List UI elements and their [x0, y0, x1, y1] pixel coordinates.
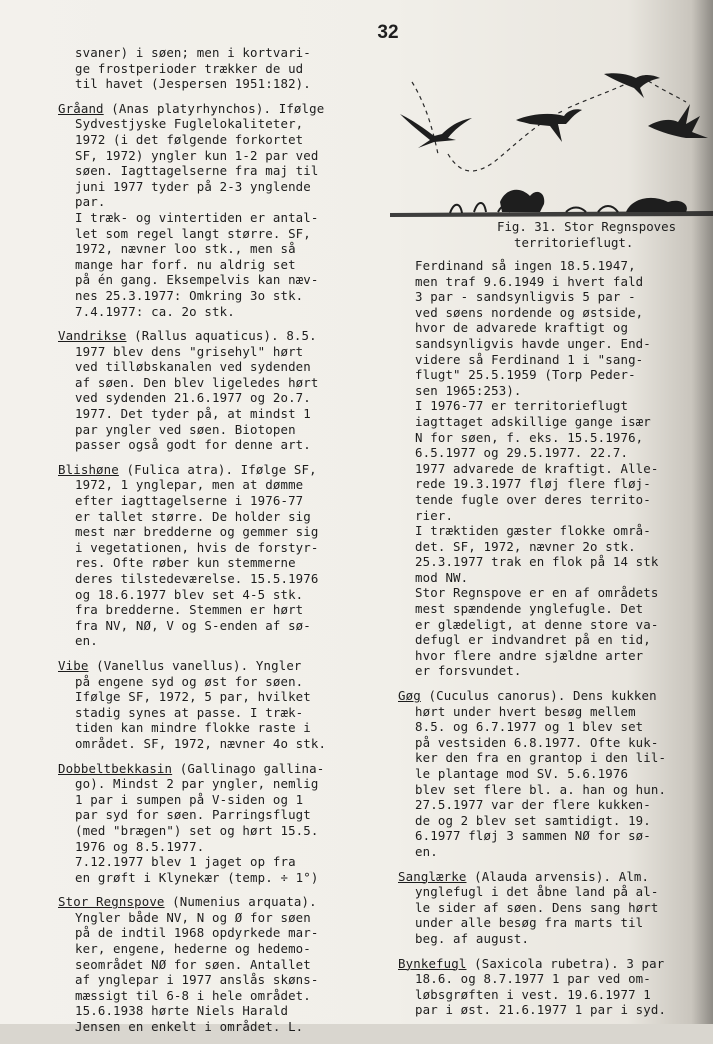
text-line: 1977. Det tyder på, at mindst 1 [75, 406, 311, 422]
text-line: videre så Ferdinand 1 i "sang- [415, 351, 644, 367]
text-line: i vegetationen, hvis de forstyr- [75, 539, 319, 555]
species-entry-bynkefugl [398, 956, 710, 1018]
text-line: ker den fra en grantop i den lil- [415, 750, 667, 766]
text-line: nes 25.3.1977: Omkring 3o stk. [75, 287, 304, 303]
text-line: løbsgrøften i vest. 19.6.1977 1 [415, 986, 651, 1002]
text-line: par i øst. 21.6.1977 1 par i syd. [415, 1002, 667, 1018]
text-line: (Numenius arquata). [172, 894, 317, 910]
text-line: området. SF, 1972, nævner 4o stk. [75, 735, 327, 751]
text-line: 3 par - sandsynligvis 5 par - [415, 289, 636, 305]
text-line: 27.5.1977 var der flere kukken- [415, 797, 651, 813]
text-line: (med "brægen") set og hørt 15.5. [75, 822, 319, 838]
species-name: Dobbeltbekkasin [58, 760, 173, 776]
text-line: 1976 og 8.5.1977. [75, 838, 205, 854]
text-line: blev set flere bl. a. han og hun. [415, 781, 667, 797]
text-line: efter iagttagelserne i 1976-77 [75, 493, 304, 509]
text-line: Jensen en enkelt i området. L. [75, 1019, 304, 1035]
text-line: par yngler ved søen. Biotopen [75, 421, 296, 437]
text-line: Sydvestjyske Fuglelokaliteter, [75, 116, 304, 132]
text-line: på engene syd og øst for søen. [75, 673, 304, 689]
text-line: beg. af august. [415, 930, 530, 946]
text-line: le plantage mod SV. 5.6.1976 [415, 766, 629, 781]
text-line: go). Mindst 2 par yngler, nemlig [75, 776, 319, 792]
text-line: Yngler både NV, N og Ø for søen [75, 909, 311, 925]
text-line: (Vanellus vanellus). Yngler [96, 657, 302, 673]
text-line: 1977 advarede de kraftigt. Alle- [415, 460, 659, 476]
text-line: til havet (Jespersen 1951:182). [75, 76, 311, 92]
text-line: 8.5. og 6.7.1977 og 1 blev set [415, 719, 644, 735]
text-line: 1972 (i det følgende forkortet [75, 131, 304, 147]
left-column [58, 45, 378, 1044]
stor-regnspove-continuation [398, 258, 710, 679]
text-line: rier. [415, 507, 454, 523]
text-line: le sider af søen. Dens sang hørt [415, 899, 659, 915]
text-line: 1 par i sumpen på V-siden og 1 [75, 791, 304, 807]
text-line: på én gang. Eksempelvis kan næv- [75, 272, 319, 288]
species-entry-stor-regnspove [58, 894, 378, 1034]
caption-line: Fig. 31. Stor Regnspoves [497, 219, 677, 234]
text-line: N for søen, f. eks. 15.5.1976, [415, 429, 644, 445]
species-entry-blishoene [58, 462, 378, 649]
intro-paragraph [58, 45, 378, 92]
text-line: (Rallus aquaticus). 8.5. [134, 328, 317, 344]
text-line: fra NV, NØ, V og S-enden af sø- [75, 617, 311, 633]
text-line: iagttaget adskillige gange især [415, 413, 651, 429]
species-name: Stor Regnspove [58, 894, 165, 910]
text-line: passer også godt for denne art. [75, 437, 311, 453]
text-line: defugl er indvandret på en tid, [415, 632, 651, 648]
text-line: under alle besøg fra marts til [415, 915, 644, 931]
text-line: stadig synes at passe. I træk- [75, 704, 304, 720]
text-line: SF, 1972) yngler kun 1-2 par ved [75, 147, 319, 163]
species-name: Vibe [58, 657, 89, 673]
text-line: (Alauda arvensis). Alm. [474, 868, 650, 884]
text-line: på vestsiden 6.8.1977. Ofte kuk- [415, 734, 659, 750]
text-line: (Saxicola rubetra). 3 par [474, 955, 665, 971]
text-line: af søen. Den blev ligeledes hørt [75, 374, 319, 390]
text-line: mod NW. [415, 569, 469, 585]
text-line: 6.5.1977 og 29.5.1977. 22.7. [415, 445, 629, 461]
curlew-flight-illustration [390, 50, 713, 225]
species-name: Bynkefugl [398, 955, 467, 971]
text-line: søen. Iagttagelserne fra maj til [75, 163, 319, 179]
text-line: 18.6. og 8.7.1977 1 par ved om- [415, 971, 651, 987]
text-line: ved søens nordende og østside, [415, 304, 644, 320]
text-line: (Gallinago gallina- [179, 760, 325, 776]
text-line: en grøft i Klynekær (temp. ÷ 1°) [75, 869, 319, 885]
page-number: 32 [377, 22, 399, 43]
species-entry-sanglaerke [398, 869, 710, 947]
right-column [398, 258, 710, 1027]
text-line: de og 2 blev set samtidigt. 19. [415, 812, 651, 828]
text-line: Ferdinand så ingen 18.5.1947, [415, 258, 636, 273]
text-line: juni 1977 tyder på 2-3 ynglende [75, 178, 311, 194]
figure-caption [497, 219, 707, 250]
text-line: mest spændende ynglefugle. Det [415, 601, 644, 617]
text-line: Stor Regnspove er en af områdets [415, 585, 659, 601]
text-line: (Anas platyrhynchos). Ifølge [111, 100, 325, 116]
text-line: men traf 9.6.1949 i hvert fald [415, 273, 644, 289]
text-line: let som regel langt større. SF, [75, 225, 311, 241]
text-line: hvor de advarede kraftigt og [415, 320, 629, 336]
species-entry-goeg [398, 688, 710, 860]
text-line: I 1976-77 er territorieflugt [415, 398, 629, 414]
text-line: 25.3.1977 trak en flok på 14 stk [415, 554, 659, 570]
text-line: deres tilstedeværelse. 15.5.1976 [75, 571, 319, 586]
text-line: 6.1977 fløj 3 sammen NØ for sø- [415, 828, 651, 844]
text-line: er glædeligt, at denne store va- [415, 616, 659, 632]
text-line: 7.12.1977 blev 1 jaget op fra [75, 854, 296, 870]
text-line: 1972, nævner loo stk., men så [75, 241, 296, 257]
text-line: mæssigt til 6-8 i hele området. [75, 987, 311, 1003]
species-entry-vibe [58, 658, 378, 752]
text-line: 7.4.1977: ca. 2o stk. [75, 303, 235, 319]
text-line: par. [75, 194, 106, 210]
text-line: af ynglepar i 1977 anslås skøns- [75, 972, 319, 988]
species-name: Blishøne [58, 461, 119, 477]
text-line: sandsynligvis havde unger. End- [415, 335, 651, 351]
text-line: sen 1965:253). [415, 382, 522, 398]
text-line: er forsvundet. [415, 663, 522, 679]
caption-line: territorieflugt. [514, 234, 634, 250]
text-line: ved tilløbskanalen ved sydenden [75, 359, 311, 375]
text-line: I træk- og vintertiden er antal- [75, 209, 319, 225]
text-line: en. [75, 633, 98, 649]
text-line: 15.6.1938 hørte Niels Harald [75, 1003, 289, 1019]
text-line: hørt under hvert besøg mellem [415, 703, 636, 719]
text-line: 1977 blev dens "grisehyl" hørt [75, 343, 304, 359]
species-name: Sanglærke [398, 868, 467, 884]
text-line: ker, engene, hederne og hedemo- [75, 941, 311, 957]
species-entry-vandrikse [58, 328, 378, 453]
text-line: ynglefugl i det åbne land på al- [415, 884, 659, 900]
text-line: ved sydenden 21.6.1977 og 2o.7. [75, 390, 311, 406]
text-line: rede 19.3.1977 fløj flere fløj- [415, 476, 651, 492]
text-line: par syd for søen. Parringsflugt [75, 807, 311, 823]
text-line: (Fulica atra). Ifølge SF, [126, 461, 317, 477]
species-entry-dobbeltbekkasin [58, 761, 378, 886]
text-line: seområdet NØ for søen. Antallet [75, 956, 311, 972]
text-line: (Cuculus canorus). Dens kukken [428, 688, 657, 704]
text-line: 1972, 1 ynglepar, men at dømme [75, 477, 304, 493]
text-line: Ifølge SF, 1972, 5 par, hvilket [75, 689, 311, 705]
text-line: og 18.6.1977 blev set 4-5 stk. [75, 586, 304, 602]
text-line: det. SF, 1972, nævner 2o stk. [415, 538, 636, 554]
text-line: er tallet større. De holder sig [75, 508, 311, 524]
text-line: mange har forf. nu aldrig set [75, 256, 296, 272]
text-line: svaner) i søen; men i kortvari- [75, 45, 311, 60]
text-line: mest nær bredderne og gemmer sig [75, 524, 319, 540]
text-line: fra bredderne. Stemmen er hørt [75, 602, 304, 618]
text-line: på de indtil 1968 opdyrkede mar- [75, 925, 319, 941]
species-name: Gråand [58, 100, 104, 116]
text-line: I træktiden gæster flokke områ- [415, 523, 651, 539]
text-line: flugt" 25.5.1959 (Torp Peder- [415, 367, 636, 383]
text-line: ge frostperioder trækker de ud [75, 60, 304, 76]
species-name: Vandrikse [58, 328, 127, 344]
text-line: res. Ofte røber kun stemmerne [75, 555, 296, 571]
text-line: tiden kan mindre flokke raste i [75, 720, 311, 736]
text-line: tende fugle over deres territo- [415, 491, 651, 507]
text-line: hvor flere andre sjældne arter [415, 647, 644, 663]
species-name: Gøg [398, 688, 421, 704]
species-entry-graaand [58, 101, 378, 319]
text-line: en. [415, 843, 438, 859]
